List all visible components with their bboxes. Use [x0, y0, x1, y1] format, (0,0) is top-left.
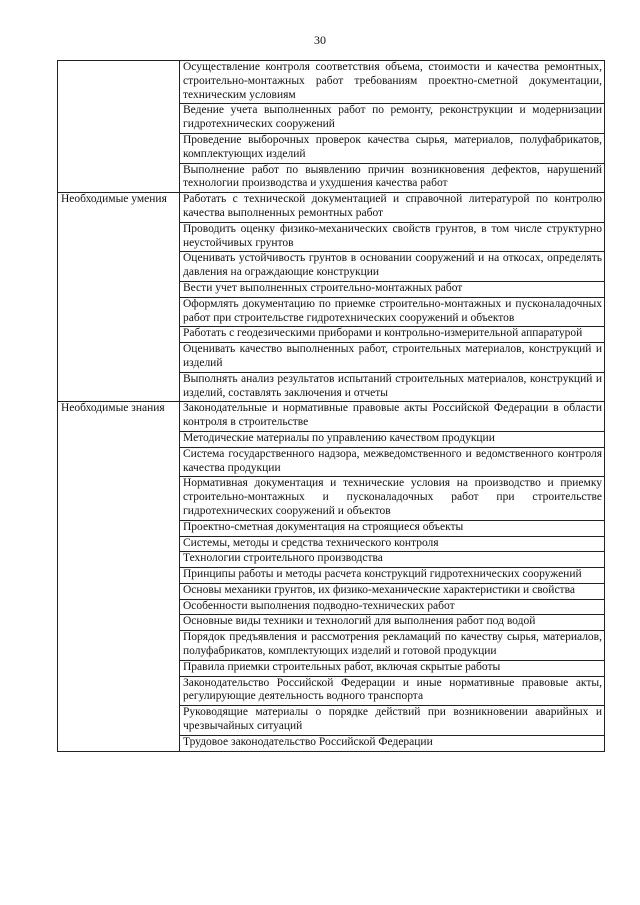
section-label: Необходимые умения [58, 193, 180, 402]
requirement-item: Проводить оценку физико-механических свойств грунтов, в том числе структурно неустойчивых грунтов [180, 222, 605, 252]
requirement-item: Оформлять документацию по приемке строительно-монтажных и пусконаладочных работ при строительстве гидротехнических сооружений и объектов [180, 297, 605, 327]
requirement-item: Оценивать качество выполненных работ, строительных материалов, конструкций и изделий [180, 343, 605, 373]
requirement-item: Оценивать устойчивость грунтов в основании сооружений и на откосах, определять давления на ограждающие конструкции [180, 252, 605, 282]
requirements-table [57, 60, 605, 752]
requirement-item: Выполнение работ по выявлению причин возникновения дефектов, нарушений технологии производства и ухудшения качества работ [180, 163, 605, 193]
requirement-item: Руководящие материалы о порядке действий при возникновении аварийных и чрезвычайных ситуаций [180, 706, 605, 736]
requirement-item: Законодательство Российской Федерации и иные нормативные правовые акты, регулирующие деятельность водного транспорта [180, 676, 605, 706]
section-label: Необходимые знания [58, 402, 180, 751]
requirement-item: Ведение учета выполненных работ по ремонту, реконструкции и модернизации гидротехнических сооружений [180, 104, 605, 134]
requirements-table-body [58, 61, 605, 752]
requirement-item: Трудовое законодательство Российской Федерации [180, 735, 605, 751]
requirement-item: Системы, методы и средства технического контроля [180, 536, 605, 552]
requirement-item: Проведение выборочных проверок качества сырья, материалов, полуфабрикатов, комплектующих изделий [180, 133, 605, 163]
requirement-item: Нормативная документация и технические условия на производство и приемку строительно-монтажных и пусконаладочных работ при строительстве гидротехнических сооружений и объектов [180, 477, 605, 520]
section-label [58, 61, 180, 193]
requirement-item: Вести учет выполненных строительно-монтажных работ [180, 281, 605, 297]
requirement-item: Выполнять анализ результатов испытаний строительных материалов, конструкций и изделий, составлять заключения и отчеты [180, 372, 605, 402]
requirement-item: Особенности выполнения подводно-технических работ [180, 599, 605, 615]
requirement-item: Методические материалы по управлению качеством продукции [180, 431, 605, 447]
page-number: 30 [314, 33, 326, 47]
requirement-item: Основы механики грунтов, их физико-механические характеристики и свойства [180, 583, 605, 599]
requirement-item: Работать с геодезическими приборами и контрольно-измерительной аппаратурой [180, 327, 605, 343]
requirement-item: Порядок предъявления и рассмотрения рекламаций по качеству сырья, материалов, полуфабрикатов, комплектующих изделий и готовой продукции [180, 631, 605, 661]
requirement-item: Правила приемки строительных работ, включая скрытые работы [180, 660, 605, 676]
table-row [58, 402, 605, 432]
table-row [58, 61, 605, 104]
requirement-item: Осуществление контроля соответствия объема, стоимости и качества ремонтных, строительно-монтажных работ требованиям проектно-сметной документации, техническим условиям [180, 61, 605, 104]
requirement-item: Проектно-сметная документация на строящиеся объекты [180, 520, 605, 536]
requirement-item: Основные виды техники и технологий для выполнения работ под водой [180, 615, 605, 631]
requirement-item: Законодательные и нормативные правовые акты Российской Федерации в области контроля в строительстве [180, 402, 605, 432]
requirement-item: Принципы работы и методы расчета конструкций гидротехнических сооружений [180, 568, 605, 584]
table-row [58, 193, 605, 223]
requirement-item: Работать с технической документацией и справочной литературой по контролю качества выполненных ремонтных работ [180, 193, 605, 223]
requirement-item: Система государственного надзора, межведомственного и ведомственного контроля качества продукции [180, 447, 605, 477]
requirement-item: Технологии строительного производства [180, 552, 605, 568]
